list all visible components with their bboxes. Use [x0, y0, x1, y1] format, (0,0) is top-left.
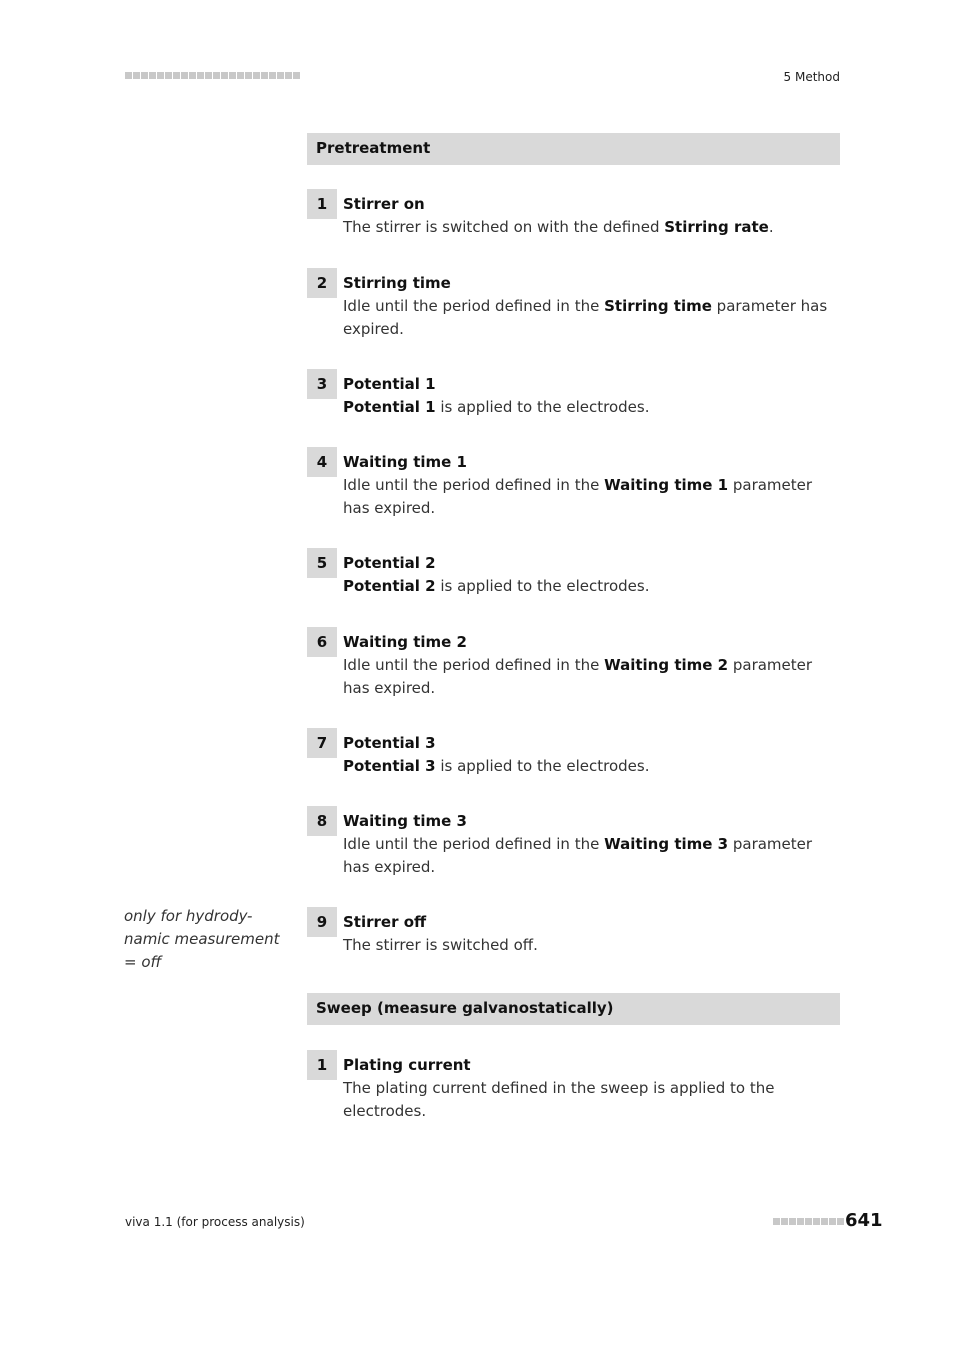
step-title: Stirring time	[343, 274, 451, 292]
step-title: Waiting time 2	[343, 633, 467, 651]
step-description: Idle until the period defined in the Waiting time 1 parameter has expired.	[343, 476, 813, 517]
step-number: 1	[307, 1050, 337, 1080]
step-number: 8	[307, 806, 337, 836]
step-description: Idle until the period defined in the Waiting time 2 parameter has expired.	[343, 656, 813, 697]
chapter-title: 5 Method	[783, 70, 840, 84]
section-heading-pretreatment: Pretreatment	[307, 133, 840, 165]
step-number: 4	[307, 447, 337, 477]
step-number: 3	[307, 369, 337, 399]
step-description: Potential 2 is applied to the electrodes.	[343, 577, 650, 595]
step-description: Potential 3 is applied to the electrodes.	[343, 757, 650, 775]
step-title: Stirrer on	[343, 195, 425, 213]
page-number: 641	[845, 1210, 883, 1231]
step-description: Idle until the period defined in the Waiting time 3 parameter has expired.	[343, 835, 813, 876]
step-title: Waiting time 3	[343, 812, 467, 830]
step-title: Potential 3	[343, 734, 436, 752]
step-title: Potential 1	[343, 375, 436, 393]
step-description: Idle until the period defined in the Stirring time parameter has expired.	[343, 297, 828, 338]
step-title: Potential 2	[343, 554, 436, 572]
step-number: 7	[307, 728, 337, 758]
step-number: 5	[307, 548, 337, 578]
step-number: 9	[307, 907, 337, 937]
step-title: Plating current	[343, 1056, 471, 1074]
header-decoration	[125, 72, 300, 79]
step-description: Potential 1 is applied to the electrodes.	[343, 398, 650, 416]
step-number: 6	[307, 627, 337, 657]
step-number: 2	[307, 268, 337, 298]
footer-product: viva 1.1 (for process analysis)	[125, 1215, 305, 1229]
step-description: The stirrer is switched off.	[343, 936, 538, 954]
step-title: Stirrer off	[343, 913, 427, 931]
margin-note: only for hydrody-namic measurement = off	[124, 907, 280, 971]
step-description: The stirrer is switched on with the defined Stirring rate.	[343, 218, 774, 236]
step-description: The plating current defined in the sweep is applied to the electrodes.	[343, 1079, 775, 1120]
section-heading-sweep: Sweep (measure galvanostatically)	[307, 993, 840, 1025]
step-number: 1	[307, 189, 337, 219]
footer-decoration	[773, 1218, 844, 1225]
step-title: Waiting time 1	[343, 453, 467, 471]
